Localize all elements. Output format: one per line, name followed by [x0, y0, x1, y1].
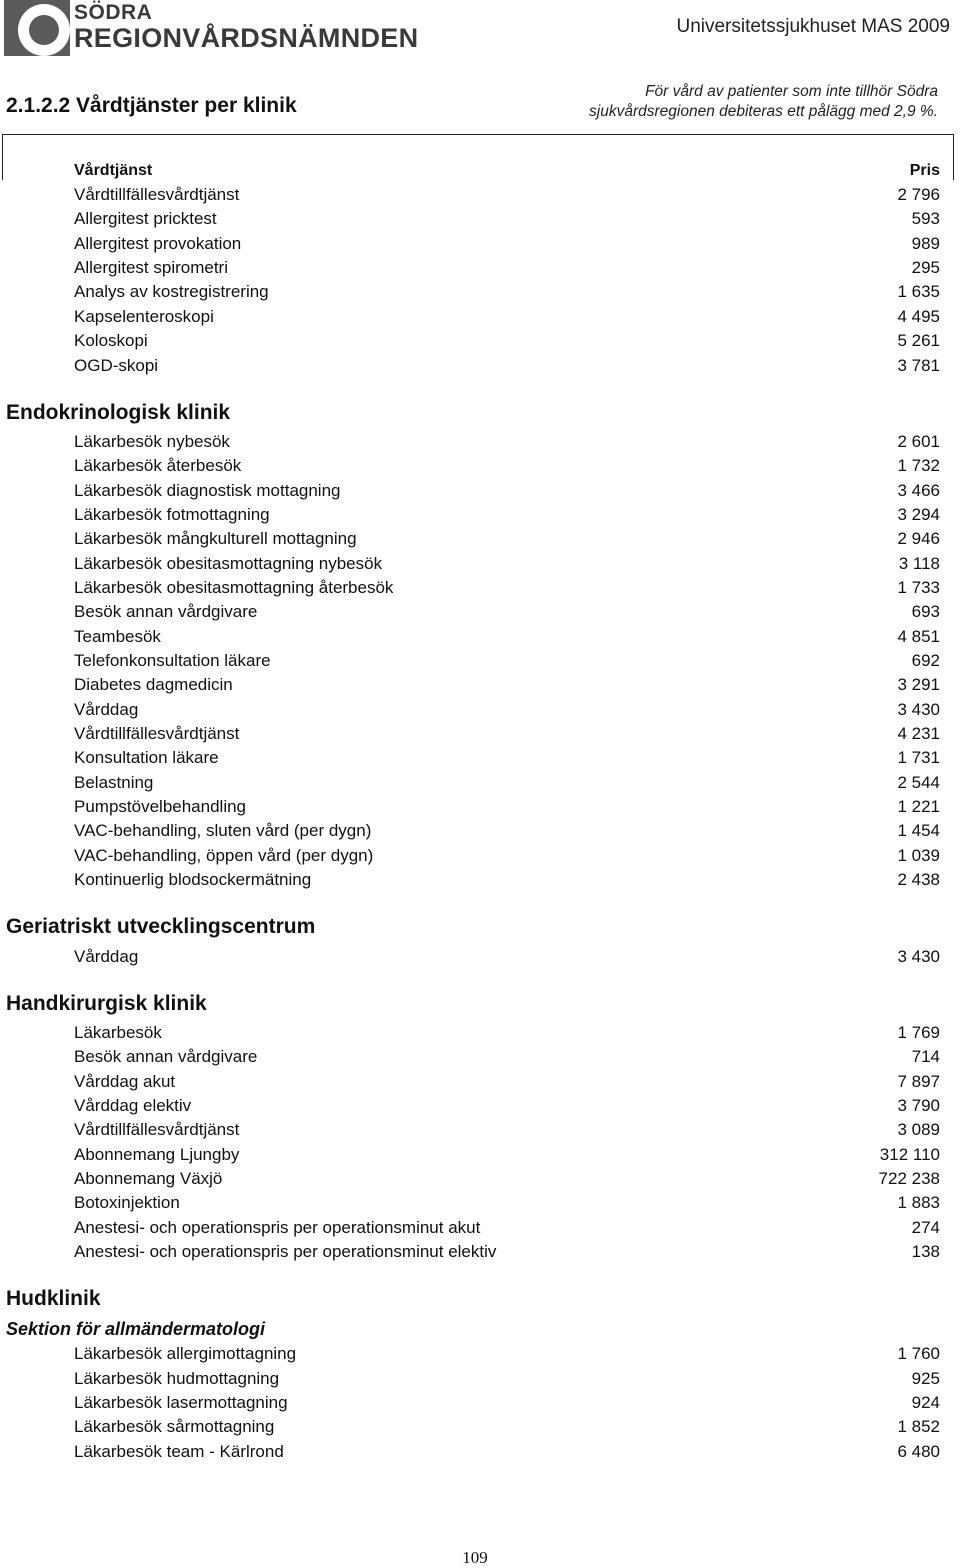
service-name: Läkarbesök återbesök — [74, 456, 242, 476]
column-header-price: Pris — [909, 162, 940, 179]
service-price: 1 731 — [897, 748, 940, 768]
section-title: 2.1.2.2 Vårdtjänster per klinik — [6, 94, 297, 117]
table-row — [0, 1216, 960, 1240]
service-name: Allergitest provokation — [74, 233, 242, 253]
clinic-heading: Geriatriskt utvecklingscentrum — [6, 915, 316, 939]
service-price: 3 781 — [897, 355, 940, 375]
table-row — [0, 183, 960, 207]
table-row — [0, 1440, 960, 1464]
table-row — [0, 600, 960, 624]
section-note: För vård av patienter som inte tillhör Södra sjukvårdsregionen debiteras ett pålägg med 2,9 %. — [589, 83, 938, 120]
service-price: 3 294 — [897, 504, 940, 524]
service-price: 4 231 — [897, 724, 940, 743]
table-row — [0, 649, 960, 673]
table-row — [0, 795, 960, 819]
service-price: 3 118 — [898, 553, 940, 573]
service-price: 295 — [911, 258, 940, 278]
table-row — [0, 625, 960, 649]
service-price: 925 — [911, 1368, 940, 1388]
table-row — [0, 1143, 960, 1167]
column-header-service: Vårdtjänst — [74, 162, 153, 179]
service-price: 312 110 — [879, 1144, 940, 1164]
logo-text-big: REGIONVÅRDSNÄMNDEN — [74, 23, 419, 53]
service-price: 3 466 — [897, 480, 940, 500]
service-name: Läkarbesök — [74, 1022, 162, 1042]
service-price: 2 438 — [897, 870, 940, 890]
service-price: 5 261 — [897, 331, 940, 351]
service-name: Läkarbesök allergimottagning — [74, 1344, 297, 1364]
service-price: 1 635 — [897, 282, 940, 302]
table-row — [0, 945, 960, 969]
service-name: Vårdtillfällesvårdtjänst — [74, 1120, 240, 1140]
service-name: Konsultation läkare — [74, 748, 219, 768]
service-name: Läkarbesök obesitasmottagning nybesök — [74, 553, 383, 573]
service-price: 1 732 — [897, 456, 940, 476]
service-price: 2 544 — [897, 772, 940, 792]
service-price: 692 — [911, 651, 940, 670]
service-name: Telefonkonsultation läkare — [74, 651, 271, 670]
service-name: Kontinuerlig blodsockermätning — [74, 870, 312, 890]
service-name: Läkarbesök team - Kärlrond — [74, 1441, 284, 1461]
service-name: Läkarbesök nybesök — [74, 431, 230, 451]
service-name: Läkarbesök mångkulturell mottagning — [74, 529, 357, 549]
service-price: 1 883 — [897, 1193, 940, 1213]
table-header-row — [0, 159, 960, 183]
service-name: Abonnemang Ljungby — [74, 1144, 240, 1164]
logo — [4, 0, 424, 56]
table-row — [0, 746, 960, 770]
table-row — [0, 479, 960, 503]
service-name: Belastning — [74, 772, 154, 792]
service-name: Vårdtillfällesvårdtjänst — [74, 724, 240, 743]
service-name: Läkarbesök sårmottagning — [74, 1417, 275, 1437]
table-row — [0, 1415, 960, 1439]
service-name: Diabetes dagmedicin — [74, 675, 233, 695]
service-price: 2 601 — [897, 431, 940, 451]
clinic-heading: Endokrinologisk klinik — [6, 400, 231, 424]
table-row — [0, 1070, 960, 1094]
service-price: 4 851 — [897, 626, 940, 646]
table-row — [0, 819, 960, 843]
table-row — [0, 527, 960, 551]
service-name: Läkarbesök fotmottagning — [74, 504, 270, 524]
service-name: Anestesi- och operationspris per operationsminut akut — [74, 1217, 481, 1237]
table-row — [0, 1391, 960, 1415]
service-name: Vårdtillfällesvårdtjänst — [74, 185, 240, 204]
service-price: 3 430 — [897, 699, 940, 719]
service-price: 593 — [911, 209, 940, 229]
service-price: 2 946 — [897, 529, 940, 549]
table-row — [0, 844, 960, 868]
service-name: Koloskopi — [74, 331, 148, 351]
table-row — [0, 868, 960, 892]
service-name: Läkarbesök hudmottagning — [74, 1368, 280, 1388]
table-row — [0, 1045, 960, 1069]
table-row — [0, 1021, 960, 1045]
table-row — [0, 232, 960, 256]
table-row — [0, 207, 960, 231]
service-name: Teambesök — [74, 626, 161, 646]
service-price: 3 430 — [897, 946, 940, 966]
table-row — [0, 1240, 960, 1264]
table-row — [0, 329, 960, 353]
service-price: 3 790 — [897, 1095, 940, 1115]
service-name: Vårddag — [74, 699, 139, 719]
service-price: 274 — [911, 1217, 940, 1237]
service-price: 138 — [911, 1241, 940, 1261]
table-row — [0, 280, 960, 304]
service-name: Läkarbesök lasermottagning — [74, 1393, 288, 1412]
service-price: 1 039 — [897, 845, 940, 865]
service-name: Vårddag elektiv — [74, 1095, 192, 1115]
service-price: 1 760 — [897, 1344, 940, 1364]
service-price: 7 897 — [897, 1071, 940, 1091]
table-row — [0, 673, 960, 697]
clinic-heading: Hudklinik — [6, 1287, 101, 1311]
table-row — [0, 722, 960, 746]
service-price: 924 — [911, 1393, 940, 1412]
service-name: Kapselenteroskopi — [74, 306, 214, 326]
service-name: Abonnemang Växjö — [74, 1168, 223, 1188]
service-price: 3 291 — [897, 675, 940, 695]
service-name: Läkarbesök diagnostisk mottagning — [74, 480, 341, 500]
table-row — [0, 454, 960, 478]
region-logo-icon — [4, 0, 70, 56]
service-name: Allergitest pricktest — [74, 209, 217, 229]
table-row — [0, 1167, 960, 1191]
service-name: OGD-skopi — [74, 355, 159, 375]
service-name: Vårddag — [74, 946, 139, 966]
table-row — [0, 552, 960, 576]
service-price: 722 238 — [878, 1168, 940, 1188]
service-name: Vårddag akut — [74, 1071, 176, 1091]
service-name: Pumpstövelbehandling — [74, 797, 247, 817]
table-row — [0, 503, 960, 527]
service-name: VAC-behandling, öppen vård (per dygn) — [74, 845, 374, 865]
table-row — [0, 1191, 960, 1215]
table-row — [0, 1118, 960, 1142]
table-row — [0, 354, 960, 378]
service-price: 1 454 — [897, 821, 940, 841]
service-price: 989 — [911, 233, 940, 253]
service-name: Analys av kostregistrering — [74, 282, 269, 302]
service-price: 1 221 — [897, 797, 940, 817]
table-row — [0, 1342, 960, 1366]
table-row — [0, 698, 960, 722]
service-name: Allergitest spirometri — [74, 258, 228, 278]
table-row — [0, 1367, 960, 1391]
table-row — [0, 305, 960, 329]
page-number: 109 — [462, 1548, 488, 1567]
table-row — [0, 576, 960, 600]
service-price: 6 480 — [897, 1441, 940, 1461]
clinic-heading: Handkirurgisk klinik — [6, 991, 207, 1015]
service-name: Botoxinjektion — [74, 1193, 180, 1213]
service-name: VAC-behandling, sluten vård (per dygn) — [74, 821, 372, 841]
table-row — [0, 1094, 960, 1118]
service-price: 1 769 — [897, 1022, 940, 1042]
service-price: 1 852 — [897, 1417, 940, 1437]
subsection-heading: Sektion för allmändermatologi — [6, 1319, 266, 1340]
hospital-year: Universitetssjukhuset MAS 2009 — [676, 16, 950, 37]
service-name: Anestesi- och operationspris per operationsminut elektiv — [74, 1241, 497, 1261]
service-name: Läkarbesök obesitasmottagning återbesök — [74, 577, 394, 597]
service-price: 2 796 — [897, 185, 940, 204]
table-row — [0, 771, 960, 795]
service-name: Besök annan vårdgivare — [74, 1047, 258, 1067]
service-price: 4 495 — [897, 306, 940, 326]
service-name: Besök annan vårdgivare — [74, 602, 258, 622]
service-price: 3 089 — [897, 1120, 940, 1140]
service-price: 693 — [911, 602, 940, 622]
service-price: 714 — [911, 1047, 940, 1067]
logo-text-small: SÖDRA — [74, 1, 153, 24]
table-row — [0, 430, 960, 454]
table-row — [0, 256, 960, 280]
service-price: 1 733 — [897, 577, 940, 597]
